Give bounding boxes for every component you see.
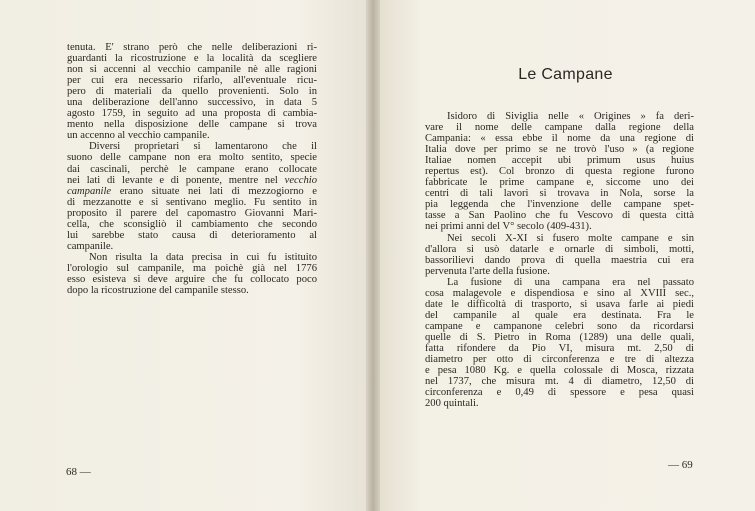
text-line: cella, che sconsigliò il cambiamento che secondo [67,218,317,230]
text-line: Campania: « essa ebbe il nome da una regione di [425,133,694,145]
text-line: del campanile al quale era destinata. Fra le [425,309,694,321]
text-line: proposito il parere del capomastro Giovanni Mari- [67,207,317,219]
text-line: Nei secoli X-XI si fusero molte campane e sin [447,232,694,244]
text-line: per cui era necessario rifarlo, all'eventuale ricu- [67,75,317,87]
text-line: circonferenza e 0,49 di spessore e pesa quasi [425,387,694,399]
text-line: 200 quintali. [425,398,479,410]
paragraph [67,141,317,251]
text-line: Non risulta la data precisa in cui fu istituito [89,251,317,263]
paragraph [425,233,694,277]
left-page-number: 68 — [66,466,91,478]
right-page-number: — 69 [668,459,693,471]
chapter-title: Le Campane [518,66,613,83]
text-line: suono delle campane non era molto sentito, specie [67,152,317,164]
text-line: date le difficoltà di trasporto, si usava farle ai piedi [425,298,694,310]
text-line: repertus est). Col bronzo di questa regione furono [425,166,694,178]
text-line: campanile erano situate nei lati di mezzogiorno e [67,185,317,197]
text-line: vare il nome delle campane dalla regione della [425,122,694,134]
text-line: pero di materiali da quello provenienti. Solo in [67,86,317,98]
text-line: Italia dove per primo se ne trovò l'uso » (a regione [425,144,694,156]
text-line: Italiae nomen accepit ubi primum usus huius [425,155,694,167]
text-line: campanile. [67,240,114,252]
text-line: La fusione di una campana era nel passato [447,276,694,288]
text-line: guardanti la ricostruzione e la località da scegliere [67,53,317,65]
text-line: non si accenni al vecchio campanile nè alle ragioni [67,64,317,76]
text-line: cosa malagevole e dispendiosa e sino al XVIII sec., [425,287,694,299]
text-line: pia leggenda che l'invenzione delle campane spet- [425,199,694,211]
text-line: l'orologio sul campanile, ma poichè già nel 1776 [67,262,317,274]
paragraph [67,252,317,296]
text-line: di mezzanotte e si sentivano meglio. Fu sentito in [67,196,317,208]
text-line: centri di tali lavori si trovava in Nola, sorse la [425,188,694,200]
text-line: nei lati di levante e di ponente, mentre nel vecchio [67,174,317,186]
text-line: nei primi anni del V° secolo (409-431). [425,221,592,233]
text-line: dopo la ricostruzione del campanile stesso. [67,285,249,297]
text-line: esso esisteva si deve arguire che fu collocato poco [67,273,317,285]
text-line: quelle di S. Pietro in Roma (1289) una delle quali, [425,331,694,343]
text-line: bassorilievi dando prova di quella maestria cui era [425,254,694,266]
text-line: dai cascinali, perchè le campane erano collocate [67,163,317,175]
text-line: campane e campanone celebri sono da ricordarsi [425,320,694,332]
text-line: tenuta. E' strano però che nelle deliberazioni ri- [67,42,317,53]
text-line: e pesa 1080 Kg. e quella colossale di Mosca, rizzata [425,365,694,377]
text-line: d'allora si usò datarle e ornarle di simboli, motti, [425,243,694,255]
text-line: una deliberazione dell'anno successivo, in data 5 [67,97,317,109]
paragraph [425,277,694,410]
paragraph [67,42,317,141]
text-line: tasse a San Paolino che fu Vescovo di questa città [425,210,694,222]
paragraph [425,111,694,233]
text-line: agosto 1759, in seguito ad una proposta di cambia- [67,108,317,120]
text-line: mento nella disposizione delle campane si trova [67,119,317,131]
text-line: un accenno al vecchio campanile. [67,130,210,142]
left-page-body [67,42,317,296]
text-line: lui sarebbe stato causa di deterioramento al [67,229,317,241]
text-line: fabbricate le prime campane e, siccome uno dei [425,177,694,189]
text-line: pervenuta l'arte della fusione. [425,265,550,277]
text-line: diametro per otto di circonferenza e tre di altezza [425,354,694,366]
text-line: Diversi proprietari si lamentarono che il [89,141,317,153]
text-line: fatta rifondere da Pio VI, misura mt. 2,50 di [425,342,694,354]
text-line: nel 1737, che misura mt. 4 di diametro, 12,50 di [425,376,694,388]
right-page-body [425,111,694,409]
text-line: Isidoro di Siviglia nelle « Origines » fa deri- [447,111,694,122]
